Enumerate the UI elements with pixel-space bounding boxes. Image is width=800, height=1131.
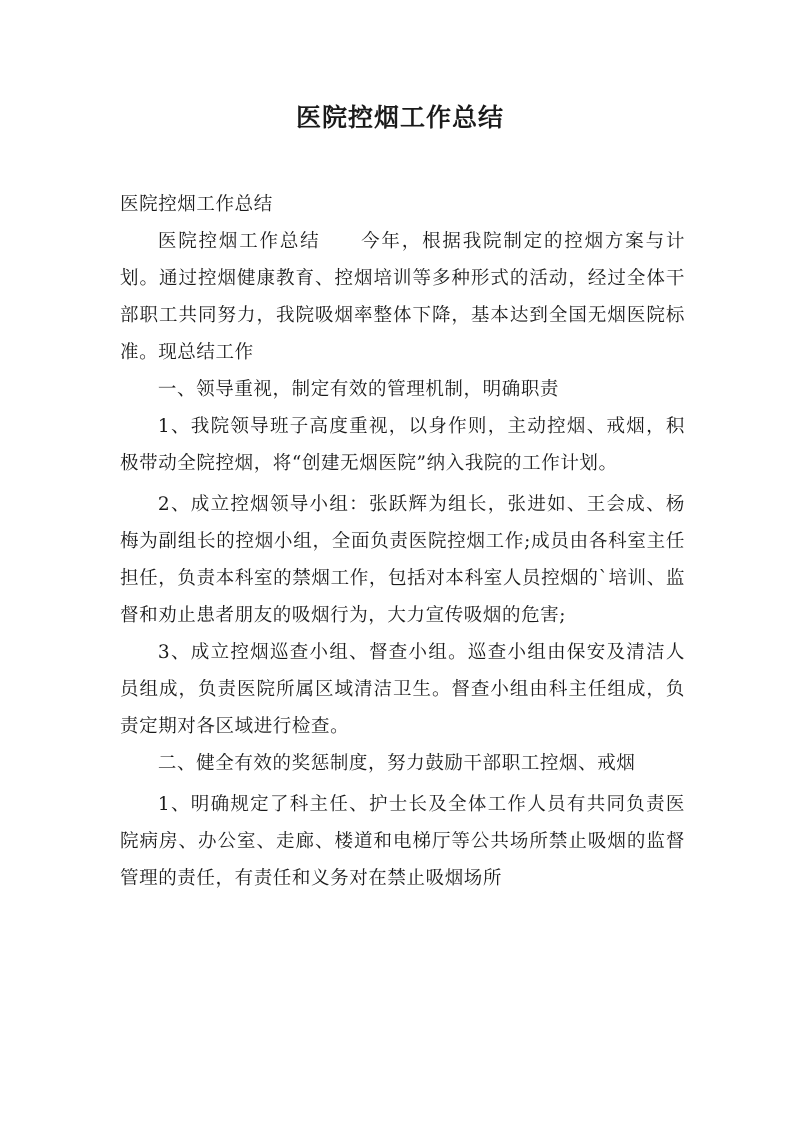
section-heading-2: 二、健全有效的奖惩制度，努力鼓励干部职工控烟、戒烟 [157,753,636,774]
paragraph-item: 3、成立控烟巡查小组、督查小组。巡查小组由保安及清洁人员组成，负责医院所属区域清洁卫生。督查小组由科主任组成，负责定期对各区域进行检查。 [120,642,685,737]
section-heading-1: 一、领导重视，制定有效的管理机制，明确职责 [157,379,560,400]
paragraph-item: 2、成立控烟领导小组：张跃辉为组长，张进如、王会成、杨梅为副组长的控烟小组，全面负责医院控烟工作;成员由各科室主任担任，负责本科室的禁烟工作，包括对本科室人员控烟的`培训、监督和劝止患者朋友的吸烟行为，大力宣传吸烟的危害; [120,494,685,626]
document-body [120,186,685,897]
document-title: 医院控烟工作总结 [295,103,504,132]
paragraph-intro: 医院控烟工作总结 今年，根据我院制定的控烟方案与计划。通过控烟健康教育、控烟培训等多种形式的活动，经过全体干部职工共同努力，我院吸烟率整体下降，基本达到全国无烟医院标准。现总结工作 [120,231,685,363]
paragraph-heading: 医院控烟工作总结 [120,194,273,215]
paragraph-item: 1、我院领导班子高度重视，以身作则，主动控烟、戒烟，积极带动全院控烟，将“创建无烟医院”纳入我院的工作计划。 [120,416,685,474]
paragraph-item: 1、明确规定了科主任、护士长及全体工作人员有共同负责医院病房、办公室、走廊、楼道和电梯厅等公共场所禁止吸烟的监督管理的责任，有责任和义务对在禁止吸烟场所 [120,794,685,889]
